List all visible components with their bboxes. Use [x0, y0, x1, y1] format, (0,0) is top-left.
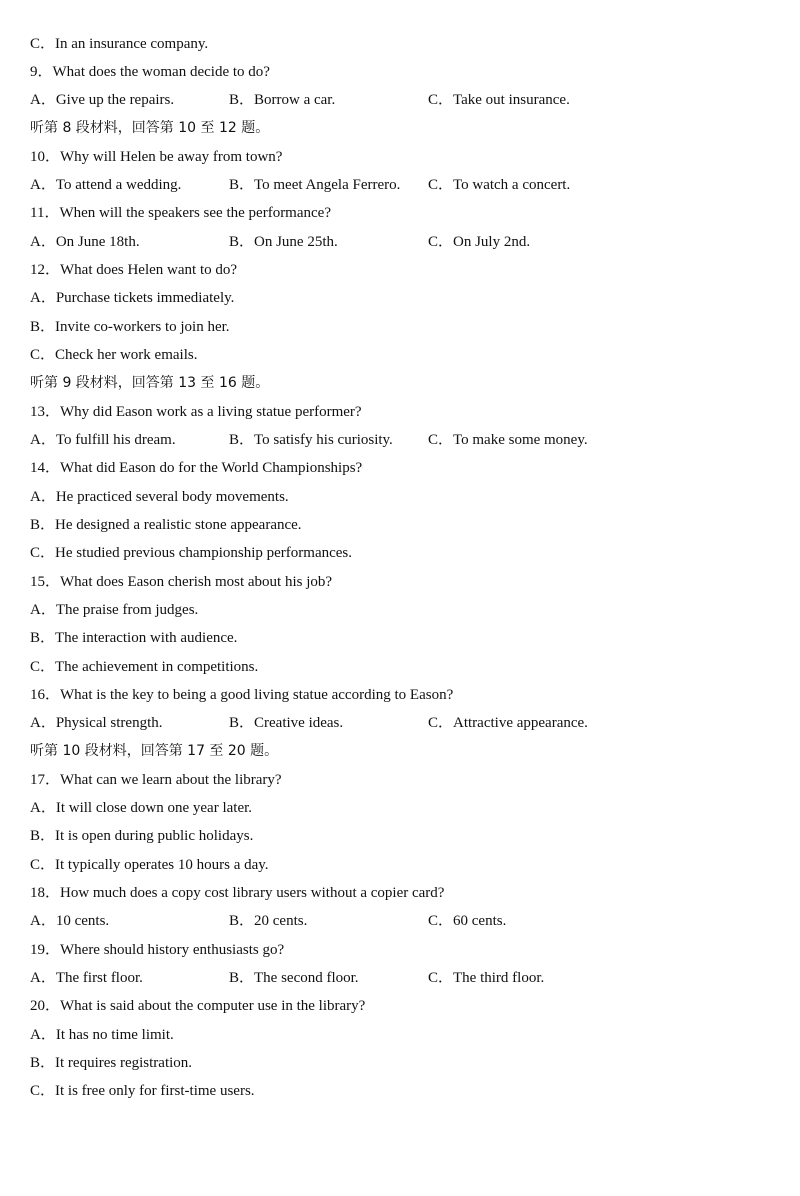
question-17: 17．What can we learn about the library? [30, 772, 282, 788]
option-18c: C．60 cents. [428, 913, 507, 929]
options-row-10 [0, 175, 800, 195]
question-20: 20．What is said about the computer use in the library? [30, 998, 366, 1014]
option-17a: A．It will close down one year later. [30, 800, 253, 816]
options-row-13 [0, 430, 800, 450]
option-15b: B．The interaction with audience. [30, 630, 238, 646]
option-13c: C．To make some money. [428, 432, 588, 448]
option-19a: A．The first floor. [30, 970, 143, 986]
section-heading-9: 听第 9 段材料，回答第 13 至 16 题。 [30, 375, 270, 391]
option-11a: A．On June 18th. [30, 234, 140, 250]
option-20c: C．It is free only for first-time users. [30, 1083, 255, 1099]
question-19: 19．Where should history enthusiasts go? [30, 942, 285, 958]
question-11: 11．When will the speakers see the performance? [30, 205, 331, 221]
options-row-11 [0, 232, 800, 252]
question-10: 10．Why will Helen be away from town? [30, 149, 283, 165]
option-9a: A．Give up the repairs. [30, 92, 175, 108]
option-14a: A．He practiced several body movements. [30, 489, 289, 505]
options-row-9 [0, 90, 800, 110]
option-10a: A．To attend a wedding. [30, 177, 182, 193]
option-12b: B．Invite co-workers to join her. [30, 319, 230, 335]
option-11c: C．On July 2nd. [428, 234, 531, 250]
option-13a: A．To fulfill his dream. [30, 432, 176, 448]
question-13: 13．Why did Eason work as a living statue performer? [30, 404, 362, 420]
options-row-19 [0, 968, 800, 988]
option-17b: B．It is open during public holidays. [30, 828, 254, 844]
question-14: 14．What did Eason do for the World Championships? [30, 460, 363, 476]
option-16c: C．Attractive appearance. [428, 715, 588, 731]
question-9: 9．What does the woman decide to do? [30, 64, 270, 80]
options-row-16 [0, 713, 800, 733]
option-16a: A．Physical strength. [30, 715, 163, 731]
section-heading-10: 听第 10 段材料，回答第 17 至 20 题。 [30, 743, 279, 759]
option-9c: C．Take out insurance. [428, 92, 570, 108]
option-12c: C．Check her work emails. [30, 347, 198, 363]
question-18: 18．How much does a copy cost library users without a copier card? [30, 885, 445, 901]
option-16b: B．Creative ideas. [229, 715, 344, 731]
question-12: 12．What does Helen want to do? [30, 262, 238, 278]
option-17c: C．It typically operates 10 hours a day. [30, 857, 269, 873]
option-20b: B．It requires registration. [30, 1055, 193, 1071]
option-10b: B．To meet Angela Ferrero. [229, 177, 401, 193]
option-20a: A．It has no time limit. [30, 1027, 174, 1043]
option-19b: B．The second floor. [229, 970, 359, 986]
option-13b: B．To satisfy his curiosity. [229, 432, 393, 448]
option-18a: A．10 cents. [30, 913, 110, 929]
option-14c: C．He studied previous championship performances. [30, 545, 353, 561]
question-15: 15．What does Eason cherish most about his job? [30, 574, 333, 590]
option-9b: B．Borrow a car. [229, 92, 336, 108]
section-heading-8: 听第 8 段材料，回答第 10 至 12 题。 [30, 120, 270, 136]
option-8c: C．In an insurance company. [30, 36, 209, 52]
option-14b: B．He designed a realistic stone appearance. [30, 517, 302, 533]
question-16: 16．What is the key to being a good living statue according to Eason? [30, 687, 454, 703]
option-15a: A．The praise from judges. [30, 602, 199, 618]
option-19c: C．The third floor. [428, 970, 545, 986]
option-10c: C．To watch a concert. [428, 177, 571, 193]
options-row-18 [0, 911, 800, 931]
option-11b: B．On June 25th. [229, 234, 338, 250]
option-18b: B．20 cents. [229, 913, 308, 929]
option-15c: C．The achievement in competitions. [30, 659, 259, 675]
option-12a: A．Purchase tickets immediately. [30, 290, 235, 306]
